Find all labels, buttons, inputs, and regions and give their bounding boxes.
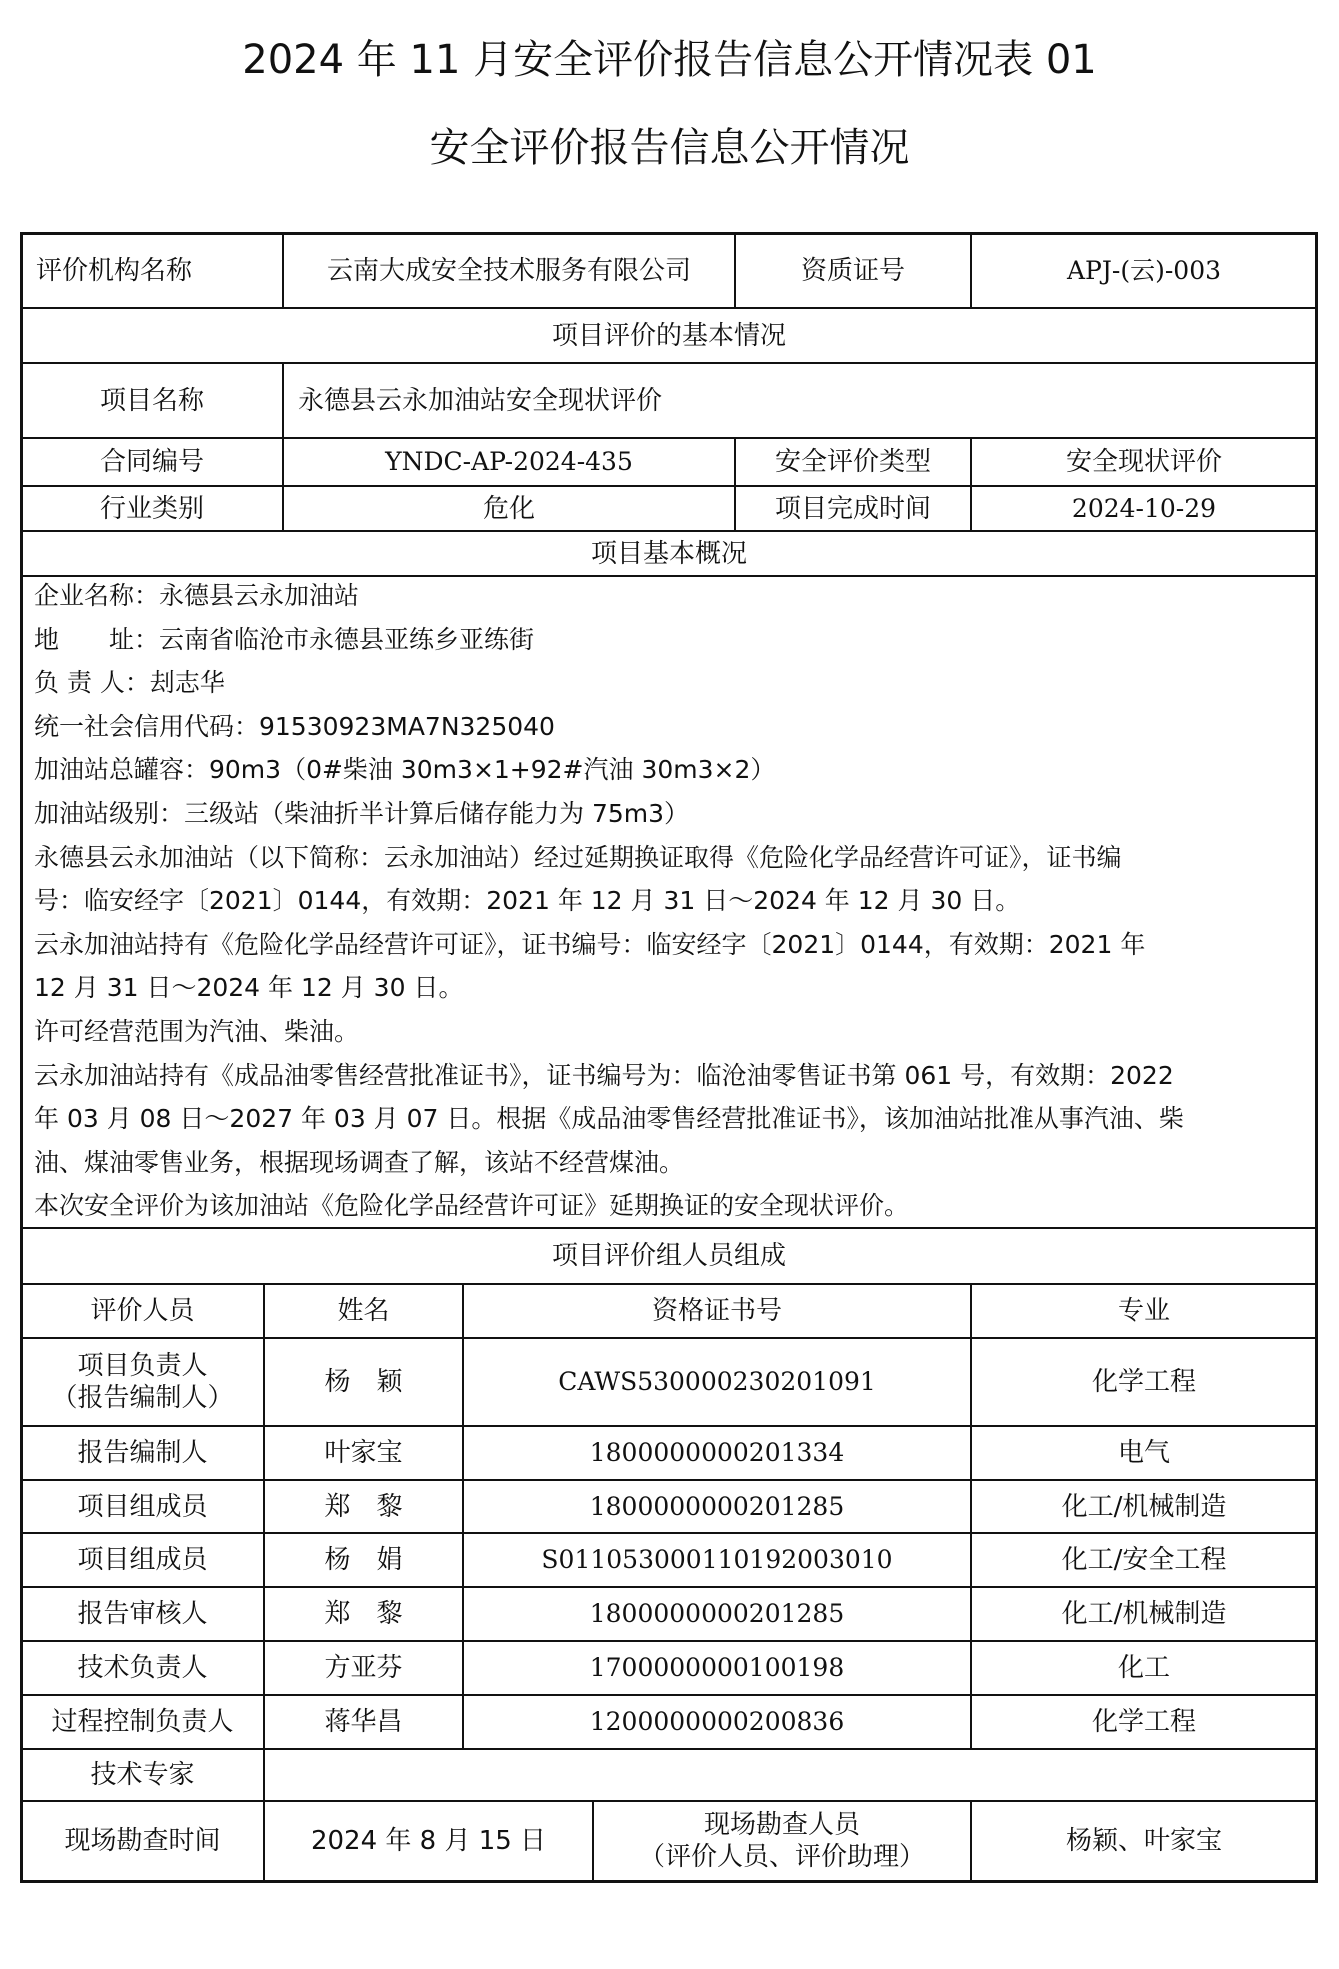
team-row-cert: 1800000000201285 <box>589 1599 845 1628</box>
overview-line: 年 03 月 08 日～2027 年 03 月 07 日。根据《成品油零售经营批准证书》，该加油站批准从事汽油、柴 <box>34 1104 1184 1134</box>
expert-value <box>265 1750 1316 1800</box>
overview-line: 永德县云永加油站（以下简称：云永加油站）经过延期换证取得《危险化学品经营许可证》，证书编 <box>34 842 1122 872</box>
page-subtitle: 安全评价报告信息公开情况 <box>429 125 910 171</box>
overview-line: 12 月 31 日～2024 年 12 月 30 日。 <box>34 973 464 1003</box>
team-row-cert: 1700000000100198 <box>589 1653 845 1682</box>
section-title-basic: 项目评价的基本情况 <box>551 320 786 351</box>
team-row-role: 报告编制人 <box>77 1438 208 1468</box>
team-role-line2: （报告编制人） <box>51 1383 234 1413</box>
survey-time-label: 现场勘查时间 <box>64 1826 221 1856</box>
team-row-name: 方亚芬 <box>324 1653 403 1683</box>
overview-line: 企业名称：永德县云永加油站 <box>34 581 360 610</box>
team-header-name: 姓名 <box>337 1296 390 1326</box>
team-row-name: 杨 颖 <box>324 1367 403 1397</box>
completion-label: 项目完成时间 <box>774 493 931 524</box>
team-row-role: 项目组成员 <box>77 1491 208 1522</box>
contract-value: YNDC-AP-2024-435 <box>385 447 633 476</box>
overview-line: 加油站总罐容：90m3（0#柴油 30m3×1+92#汽油 30m3×2） <box>34 755 776 785</box>
project-name-value: 永德县云永加油站安全现状评价 <box>298 385 663 416</box>
survey-people-label <box>594 1802 970 1880</box>
overview-line: 油、煤油零售业务，根据现场调查了解，该站不经营煤油。 <box>34 1147 685 1177</box>
team-row-cert: CAWS530000230201091 <box>558 1367 876 1396</box>
overview-line: 统一社会信用代码：91530923MA7N325040 <box>34 711 555 741</box>
cert-label: 资质证号 <box>800 255 905 286</box>
overview-line: 地 址：云南省临沧市永德县亚练乡亚练街 <box>34 624 535 654</box>
completion-value: 2024-10-29 <box>1071 493 1217 523</box>
overview-line: 加油站级别：三级站（柴油折半计算后储存能力为 75m3） <box>34 798 690 828</box>
org-name-value: 云南大成安全技术服务有限公司 <box>326 255 691 286</box>
team-row-cert: 1800000000201334 <box>589 1438 845 1467</box>
industry-label: 行业类别 <box>99 493 204 524</box>
industry-value: 危化 <box>482 493 535 524</box>
team-row-major: 化学工程 <box>1091 1707 1196 1737</box>
contract-label: 合同编号 <box>99 447 204 477</box>
team-row-role: 技术负责人 <box>77 1653 208 1683</box>
team-header-major: 专业 <box>1117 1296 1170 1326</box>
team-row-role: 过程控制负责人 <box>51 1707 234 1737</box>
project-name-label: 项目名称 <box>99 385 204 416</box>
team-row-major: 化工/安全工程 <box>1061 1545 1227 1575</box>
team-row-major: 化学工程 <box>1091 1367 1196 1397</box>
team-row-cert: S011053000110192003010 <box>541 1545 893 1574</box>
team-row-role: 报告审核人 <box>77 1599 208 1629</box>
overview-line: 云永加油站持有《成品油零售经营批准证书》，证书编号为：临沧油零售证书第 061 号，有效期：2022 <box>34 1060 1174 1090</box>
team-row-cert: 1800000000201285 <box>589 1491 845 1521</box>
team-row-role <box>22 1339 263 1425</box>
survey-people-label-line2: （评价人员、评价助理） <box>638 1842 925 1872</box>
team-row-name: 郑 黎 <box>324 1599 403 1629</box>
team-row-major: 化工/机械制造 <box>1061 1491 1227 1522</box>
team-row-name: 蒋华昌 <box>324 1707 403 1737</box>
page-title: 2024 年 11 月安全评价报告信息公开情况表 01 <box>242 37 1097 83</box>
team-role-line1: 项目负责人 <box>77 1351 208 1381</box>
survey-people-value: 杨颖、叶家宝 <box>1065 1826 1222 1856</box>
team-row-role: 项目组成员 <box>77 1545 208 1575</box>
team-row-name: 郑 黎 <box>324 1491 403 1522</box>
team-header-role: 评价人员 <box>90 1296 195 1326</box>
team-row-cert: 1200000000200836 <box>589 1707 845 1736</box>
overview-line: 云永加油站持有《危险化学品经营许可证》，证书编号：临安经字〔2021〕0144，有效期：2021 年 <box>34 929 1146 959</box>
survey-time-value: 2024 年 8 月 15 日 <box>310 1826 547 1856</box>
section-title-overview: 项目基本概况 <box>590 538 747 569</box>
survey-people-label-line1: 现场勘查人员 <box>703 1810 860 1840</box>
cert-value: APJ-(云)-003 <box>1066 255 1222 285</box>
team-row-major: 电气 <box>1117 1438 1170 1468</box>
overview-text <box>34 574 1306 1228</box>
team-header-cert: 资格证书号 <box>651 1296 782 1326</box>
overview-line: 负 责 人：刦志华 <box>34 668 225 698</box>
team-row-name: 杨 娟 <box>324 1545 403 1575</box>
eval-type-value: 安全现状评价 <box>1065 447 1222 477</box>
team-row-major: 化工 <box>1117 1653 1170 1683</box>
team-row-major: 化工/机械制造 <box>1061 1599 1227 1629</box>
overview-line: 本次安全评价为该加油站《危险化学品经营许可证》延期换证的安全现状评价。 <box>34 1191 910 1221</box>
overview-line: 许可经营范围为汽油、柴油。 <box>34 1016 360 1046</box>
overview-line: 号：临安经字〔2021〕0144，有效期：2021 年 12 月 31 日～2024 年 12 月 30 日。 <box>34 886 1021 916</box>
expert-label: 技术专家 <box>90 1760 195 1790</box>
eval-type-label: 安全评价类型 <box>774 447 931 477</box>
section-title-team: 项目评价组人员组成 <box>551 1241 786 1271</box>
org-name-label: 评价机构名称 <box>36 255 193 286</box>
team-row-name: 叶家宝 <box>324 1438 403 1468</box>
